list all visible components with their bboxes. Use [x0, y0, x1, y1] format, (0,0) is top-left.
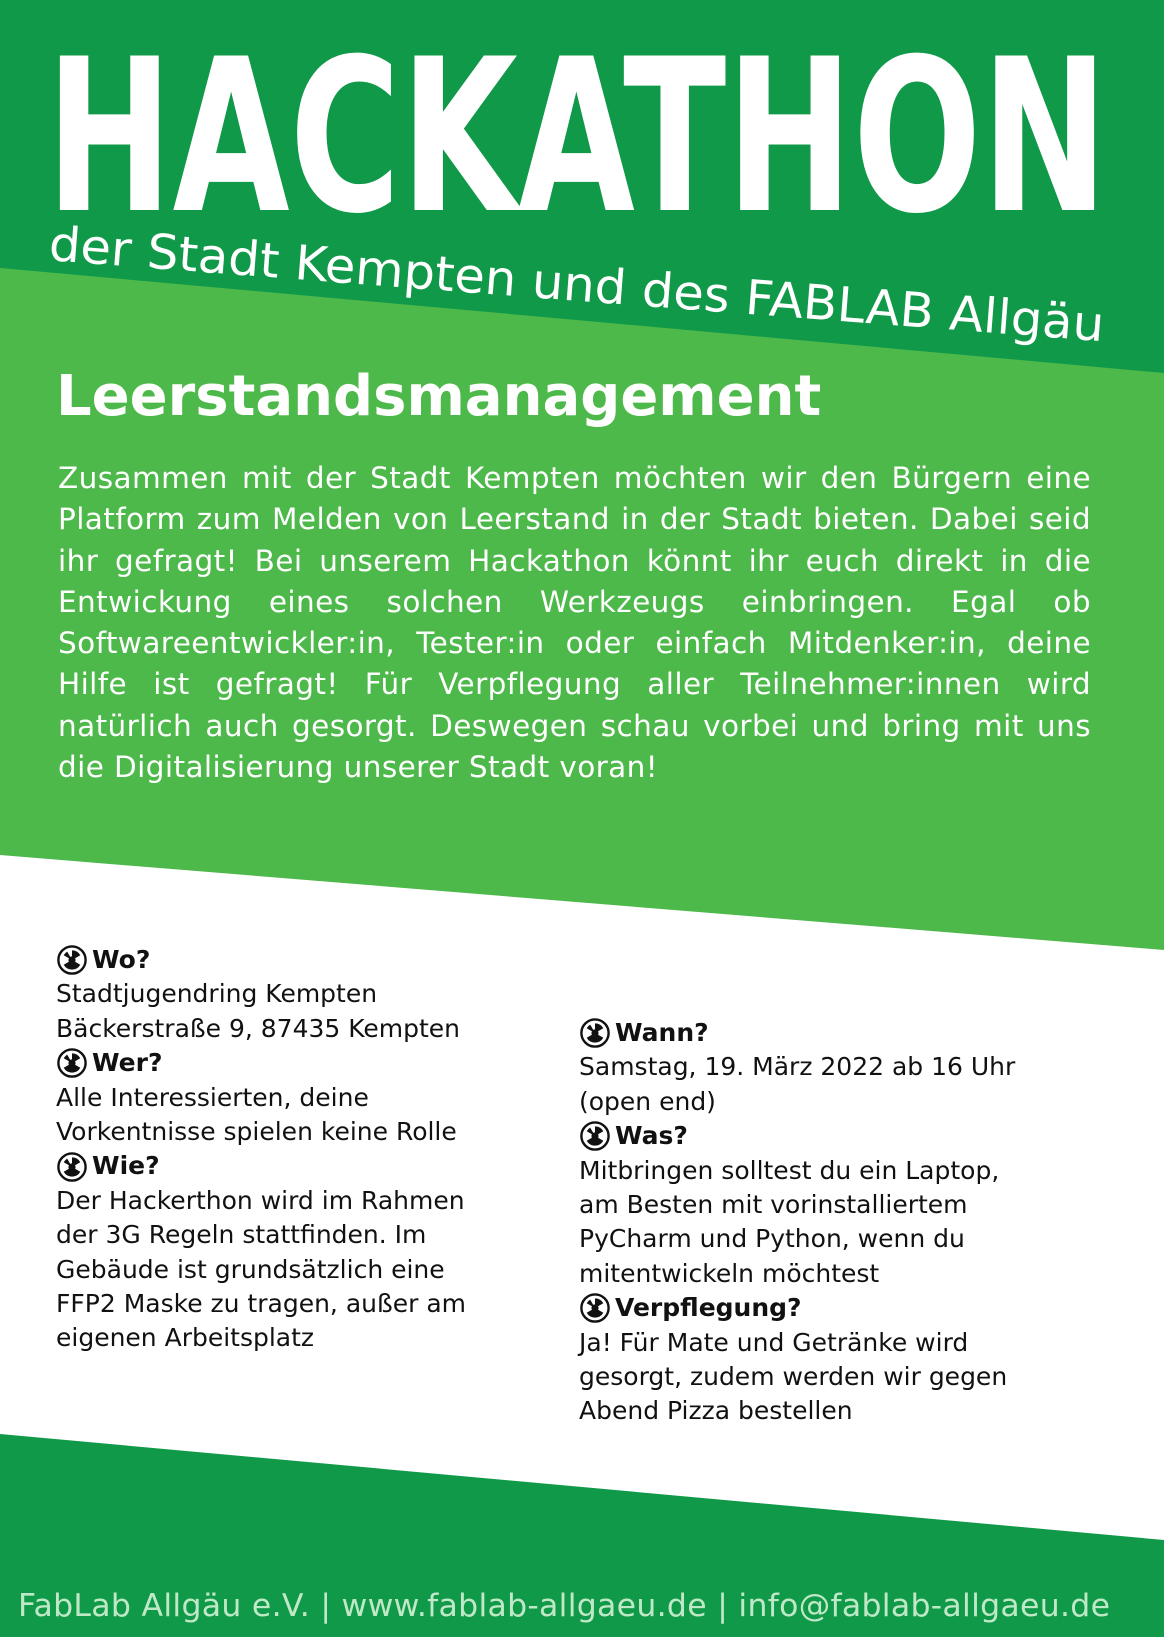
detail-who [56, 1046, 536, 1149]
fablab-logo-icon [579, 1292, 611, 1324]
fablab-logo-icon [56, 1047, 88, 1079]
footer-contact: FabLab Allgäu e.V. | www.fablab-allgaeu.de | info@fablab-allgaeu.de [18, 1588, 1111, 1624]
detail-how-text: Der Hackerthon wird im Rahmen der 3G Regeln stattfinden. Im Gebäude ist grundsätzlich eine FFP2 Maske zu tragen, außer am eigenen Arbeitsplatz [56, 1185, 467, 1353]
title-block [46, 13, 1108, 351]
detail-when-text: Samstag, 19. März 2022 ab 16 Uhr (open end) [579, 1052, 1016, 1116]
detail-when [579, 1016, 1099, 1119]
detail-where-label: Wo? [92, 945, 151, 974]
detail-catering-label: Verpflegung? [615, 1293, 802, 1323]
detail-how-label: Wie? [92, 1151, 160, 1181]
detail-where [56, 943, 536, 1046]
detail-who-text: Alle Interessierten, deine Vorkentnisse spielen keine Rolle [56, 1082, 457, 1146]
detail-catering-text: Ja! Für Mate und Getränke wird gesorgt, zudem werden wir gegen Abend Pizza bestellen [579, 1327, 1008, 1426]
details-right-column [579, 1016, 1099, 1429]
detail-where-text: Stadtjugendring Kempten Bäckerstraße 9, 87435 Kempten [56, 979, 461, 1043]
fablab-logo-icon [579, 1120, 611, 1152]
detail-what-text: Mitbringen solltest du ein Laptop, am Besten mit vorinstalliertem PyCharm und Python, wenn du mitentwickeln möchtest [579, 1155, 1000, 1288]
intro-text: Zusammen mit der Stadt Kempten möchten wir den Bürgern eine Platform zum Melden von Leerstand in der Stadt bieten. Dabei seid ihr gefragt! Bei unserem Hackathon könnt ihr euch direkt in die Entwickung eines solchen Werkzeugs einbringen. Egal ob Softwareentwickler:in, Tester:in oder einfach Mitdenker:in, deine Hilfe ist gefragt! Für Verpflegung aller Teilnehmer:innen wird natürlich auch gesorgt. Deswegen schau vorbei und bring mit uns die Digitalisierung unserer Stadt voran! [58, 461, 1091, 785]
event-title: HACKATHON [46, 13, 1108, 260]
detail-who-label: Wer? [92, 1048, 163, 1078]
detail-catering [579, 1291, 1099, 1429]
details-left-column [56, 943, 536, 1356]
detail-when-label: Wann? [615, 1018, 709, 1047]
fablab-logo-icon [56, 1151, 88, 1183]
detail-what-label: Was? [615, 1121, 688, 1151]
fablab-logo-icon [56, 944, 88, 976]
detail-how [56, 1149, 536, 1355]
event-subtitle: der Stadt Kempten und des FABLAB Allgäu [47, 216, 1071, 351]
section-heading: Leerstandsmanagement [56, 364, 822, 429]
detail-what [579, 1119, 1099, 1291]
fablab-logo-icon [579, 1017, 611, 1049]
